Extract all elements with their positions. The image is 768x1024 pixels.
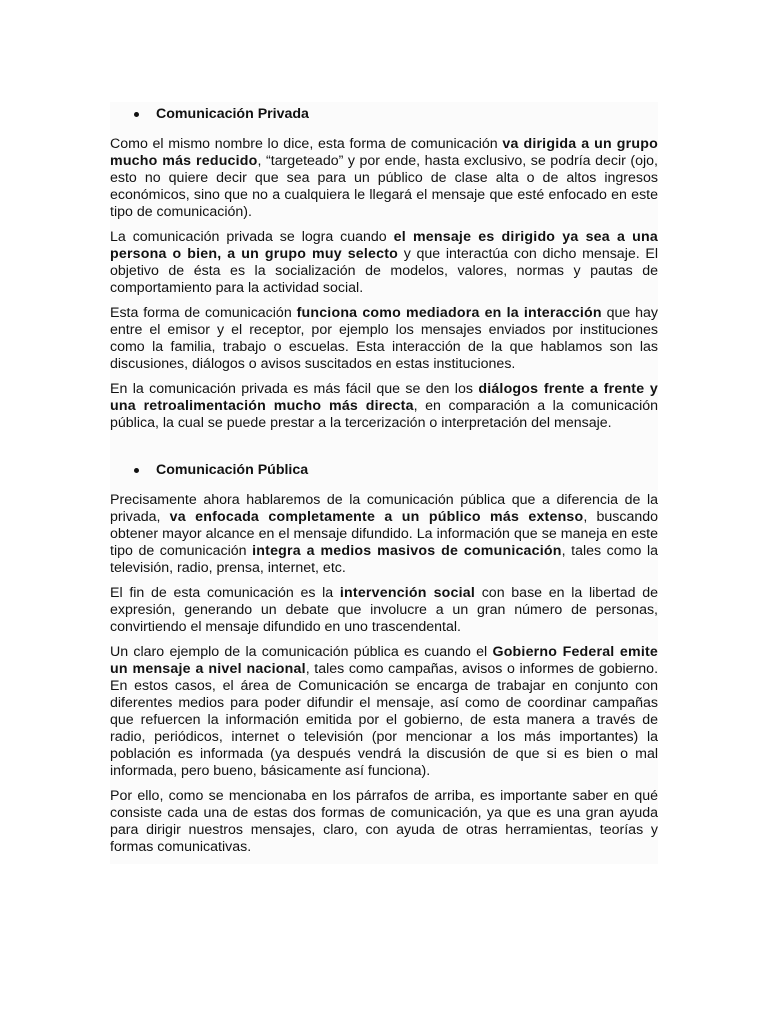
text-run: , tales como campañas, avisos o informes de gobierno. En estos casos, el área de Comunicación se encarga de trabajar en conjunto con diferentes medios para poder difundir el mensaje, así como de coordinar campañas que refuercen la información emitida por el gobierno, de esta manera a través de radio, periódicos, internet o televisión (por mencionar a los más importantes) la población es informada (ya después vendrá la discusión de que si es bien o mal informada, pero bueno, básicamente así funciona). <box>110 661 659 779</box>
bold-phrase: va enfocada completamente a un público más extenso <box>169 509 584 525</box>
bold-phrase: el mensaje es dirigido ya sea a una persona o bien, a un grupo muy selecto <box>110 229 658 262</box>
text-run: Un claro ejemplo de la comunicación pública es cuando el <box>110 644 493 660</box>
text-run: que hay entre el emisor y el receptor, por ejemplo los mensajes enviados por instituciones como la familia, trabajo o escuelas. Esta interacción de la que hablamos son las discusiones, diálogos o avisos suscitados en estas instituciones. <box>110 305 658 372</box>
paragraph <box>110 788 658 856</box>
paragraph <box>110 136 658 221</box>
paragraph <box>110 381 658 432</box>
paragraph <box>110 229 658 297</box>
paragraph <box>110 585 658 636</box>
text-run: con base en la libertad de expresión, generando un debate que involucre a un gran número de personas, convirtiendo el mensaje difundido en uno trascendental. <box>110 585 658 635</box>
bullet-icon <box>134 468 139 473</box>
text-run: Precisamente ahora hablaremos de la comunicación pública que a diferencia de la privada, <box>110 492 658 525</box>
section-heading-publica <box>110 458 658 482</box>
bullet-icon <box>134 112 139 117</box>
text-run: Como el mismo nombre lo dice, esta forma de comunicación <box>110 136 503 152</box>
paragraph <box>110 492 658 577</box>
text-run: , en comparación a la comunicación pública, la cual se puede prestar a la tercerización o interpretación del mensaje. <box>110 398 659 431</box>
paragraph <box>110 305 658 373</box>
bold-phrase: intervención social <box>339 585 475 601</box>
text-run: , buscando obtener mayor alcance en el mensaje difundido. La información que se maneja en este tipo de comunicación <box>110 509 659 559</box>
text-run: , “targeteado” y por ende, hasta exclusivo, se podría decir (ojo, esto no quiere decir que sea para un público de clase alta o de altos ingresos económicos, sino que no a cualquiera le llegará el mensaje que esté enfocado en este tipo de comunicación). <box>110 153 658 220</box>
section-heading-privada <box>110 102 658 126</box>
paragraph <box>110 644 658 780</box>
bold-phrase: diálogos frente a frente y una retroalimentación mucho más directa <box>110 381 658 414</box>
section-title: Comunicación Privada <box>156 105 309 122</box>
section-title: Comunicación Pública <box>156 461 309 478</box>
text-run: , tales como la televisión, radio, prensa, internet, etc. <box>110 543 658 576</box>
bold-phrase: Gobierno Federal emite un mensaje a nivel nacional <box>110 644 658 677</box>
section-spacer <box>110 440 658 458</box>
text-run: Esta forma de comunicación <box>110 305 297 321</box>
text-run: Por ello, como se mencionaba en los párrafos de arriba, es importante saber en qué consiste cada una de estas dos formas de comunicación, ya que es una gran ayuda para dirigir nuestros mensajes, claro, con ayuda de otras herramientas, teorías y formas comunicativas. <box>110 788 658 855</box>
bold-phrase: funciona como mediadora en la interacción <box>296 305 602 321</box>
document-body <box>110 102 658 864</box>
text-run: En la comunicación privada es más fácil que se den los <box>110 381 479 397</box>
bold-phrase: integra a medios masivos de comunicación <box>252 543 562 559</box>
text-run: y que interactúa con dicho mensaje. El objetivo de ésta es la socialización de modelos, valores, normas y pautas de comportamiento para la actividad social. <box>110 246 658 296</box>
text-run: La comunicación privada se logra cuando <box>110 229 394 245</box>
bold-phrase: va dirigida a un grupo mucho más reducido <box>110 136 658 169</box>
text-run: El fin de esta comunicación es la <box>110 585 340 601</box>
